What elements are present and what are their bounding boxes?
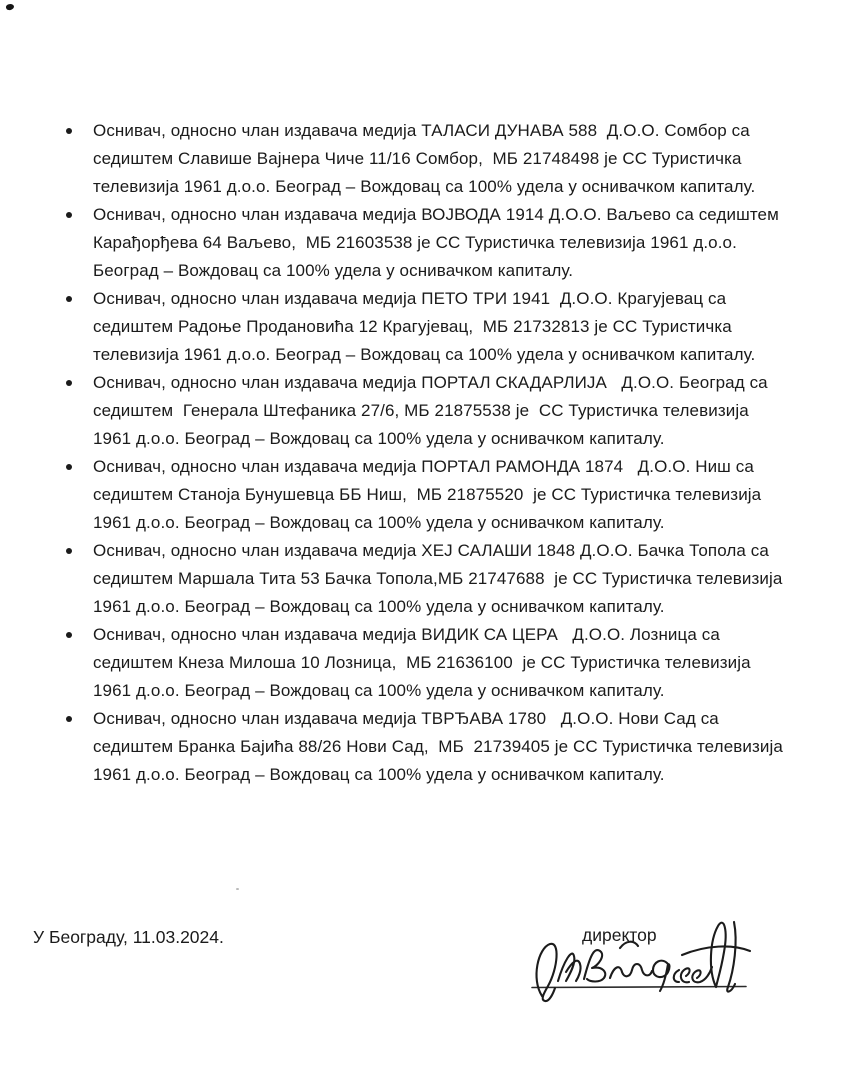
bullet-line: 1961 д.о.о. Београд – Вождовац са 100% удела у оснивачком капиталу. <box>93 681 665 700</box>
bullet-line: седиштем Станоја Бунушевца ББ Ниш, МБ 21875520 је СС Туристичка телевизија <box>93 485 762 504</box>
list-item <box>63 705 835 789</box>
bullet-list <box>63 117 835 789</box>
list-item <box>63 537 835 621</box>
bullet-line: телевизија 1961 д.о.о. Београд – Вождовац са 100% удела у оснивачком капиталу. <box>93 345 756 364</box>
signature-line <box>532 987 746 988</box>
list-item <box>63 201 835 285</box>
bullet-line: седиштем Маршала Тита 53 Бачка Топола,МБ 21747688 је СС Туристичка телевизија <box>93 569 783 588</box>
dateline: У Београду, 11.03.2024. <box>33 927 224 947</box>
list-item <box>63 453 835 537</box>
bullet-line: Оснивач, односно члан издавача медија ХЕЈ САЛАШИ 1848 Д.О.О. Бачка Топола са <box>93 541 769 560</box>
list-item <box>63 285 835 369</box>
bullet-line: Оснивач, односно члан издавача медија ВИДИК СА ЦЕРА Д.О.О. Лозница са <box>93 625 720 644</box>
bullet-line: Оснивач, односно члан издавача медија ПЕТО ТРИ 1941 Д.О.О. Крагујевац са <box>93 289 727 308</box>
bullet-line: Карађорђева 64 Ваљево, МБ 21603538 је СС Туристичка телевизија 1961 д.о.о. <box>93 233 737 252</box>
bullet-line: 1961 д.о.о. Београд – Вождовац са 100% удела у оснивачком капиталу. <box>93 429 665 448</box>
list-item <box>63 369 835 453</box>
scan-artifact-dot <box>236 888 239 890</box>
signer-role-label: директор <box>582 925 657 945</box>
handwritten-signature <box>520 860 800 1010</box>
bullet-line: Оснивач, односно члан издавача медија ПОРТАЛ РАМОНДА 1874 Д.О.О. Ниш са <box>93 457 754 476</box>
bullet-line: Оснивач, односно члан издавача медија ТАЛАСИ ДУНАВА 588 Д.О.О. Сомбор са <box>93 121 750 140</box>
signature-scribble <box>537 922 750 1001</box>
bullet-line: седиштем Бранка Бајића 88/26 Нови Сад, МБ 21739405 је СС Туристичка телевизија <box>93 737 783 756</box>
bullet-line: 1961 д.о.о. Београд – Вождовац са 100% удела у оснивачком капиталу. <box>93 513 665 532</box>
list-item <box>63 621 835 705</box>
list-item <box>63 117 835 201</box>
bullet-line: седиштем Генерала Штефаника 27/6, МБ 21875538 је СС Туристичка телевизија <box>93 401 749 420</box>
bullet-line: 1961 д.о.о. Београд – Вождовац са 100% удела у оснивачком капиталу. <box>93 597 665 616</box>
bullet-line: седиштем Радоње Продановића 12 Крагујевац, МБ 21732813 је СС Туристичка <box>93 317 732 336</box>
bullet-line: Београд – Вождовац са 100% удела у оснивачком капиталу. <box>93 261 574 280</box>
bullet-line: Оснивач, односно члан издавача медија ПОРТАЛ СКАДАРЛИЈА Д.О.О. Београд са <box>93 373 768 392</box>
bullet-line: телевизија 1961 д.о.о. Београд – Вождовац са 100% удела у оснивачком капиталу. <box>93 177 756 196</box>
bullet-line: седиштем Кнеза Милоша 10 Лозница, МБ 21636100 је СС Туристичка телевизија <box>93 653 751 672</box>
bullet-line: седиштем Славише Вајнера Чиче 11/16 Сомбор, МБ 21748498 је СС Туристичка <box>93 149 742 168</box>
scan-artifact-speck <box>5 3 14 11</box>
bullet-line: 1961 д.о.о. Београд – Вождовац са 100% удела у оснивачком капиталу. <box>93 765 665 784</box>
bullet-line: Оснивач, односно члан издавача медија ВОЈВОДА 1914 Д.О.О. Ваљево са седиштем <box>93 205 779 224</box>
bullet-line: Оснивач, односно члан издавача медија ТВРЂАВА 1780 Д.О.О. Нови Сад са <box>93 709 719 728</box>
